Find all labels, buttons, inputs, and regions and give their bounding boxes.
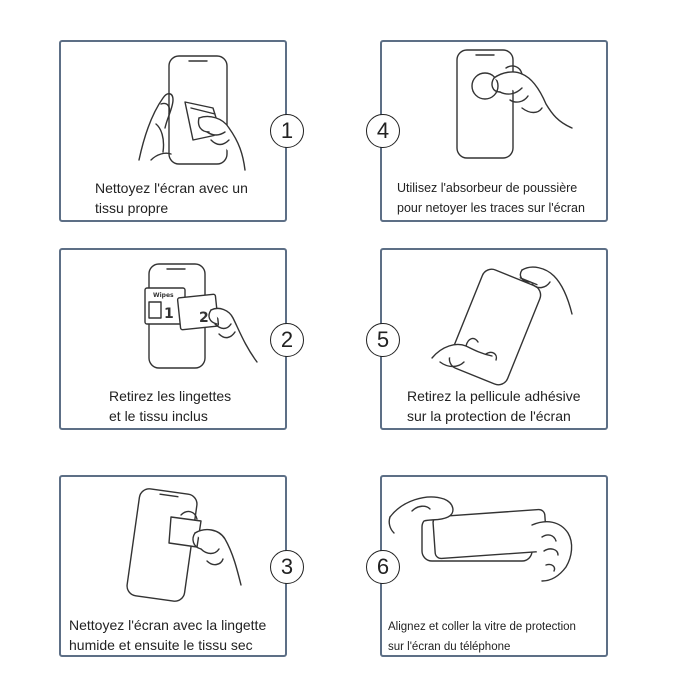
wipes-label: Wipes [153, 292, 174, 299]
step-2-caption [109, 386, 285, 426]
step-5-number-badge: 5 [366, 323, 400, 357]
step-4-caption-line1: Utilisez l'absorbeur de poussière [397, 181, 578, 195]
step-1-caption-line1: Nettoyez l'écran avec un [95, 180, 248, 196]
dust-sticker-icon [472, 73, 498, 99]
step-6-caption-line2: sur l'écran du téléphone [388, 641, 511, 653]
step-6-number-badge: 6 [366, 550, 400, 584]
step-6-caption-line1: Alignez et coller la vitre de protection [388, 621, 576, 633]
step-3-number-badge: 3 [270, 550, 304, 584]
step-6-caption [388, 617, 606, 657]
step-1-caption-line2: tissu propre [95, 200, 169, 216]
wipes-pack-icon [145, 288, 219, 330]
step-1-number-badge: 1 [270, 114, 304, 148]
step-1-caption [95, 178, 285, 218]
step-card-3 [59, 475, 287, 657]
wipes-number-1: 1 [164, 306, 174, 322]
step-3-caption-line1: Nettoyez l'écran avec la lingette [69, 617, 267, 633]
step-5-caption-line1: Retirez la pellicule adhésive [407, 388, 581, 404]
step-2-caption-line1: Retirez les lingettes [109, 388, 232, 404]
step-3-caption-line2: humide et ensuite le tissu sec [69, 637, 253, 653]
step-5-caption-line2: sur la protection de l'écran [407, 408, 571, 424]
step-2-caption-line2: et le tissu inclus [109, 408, 208, 424]
step-5-caption [407, 386, 606, 426]
step-4-caption [397, 178, 606, 218]
step-card-1 [59, 40, 287, 222]
step-4-caption-line2: pour netoyer les traces sur l'écran [397, 201, 585, 215]
step-4-number-badge: 4 [366, 114, 400, 148]
wipes-number-2: 2 [199, 310, 209, 326]
step-card-6 [380, 475, 608, 657]
step-2-number-badge: 2 [270, 323, 304, 357]
step-card-5 [380, 248, 608, 430]
step-card-4 [380, 40, 608, 222]
step-card-2 [59, 248, 287, 430]
step-3-caption [69, 615, 285, 655]
